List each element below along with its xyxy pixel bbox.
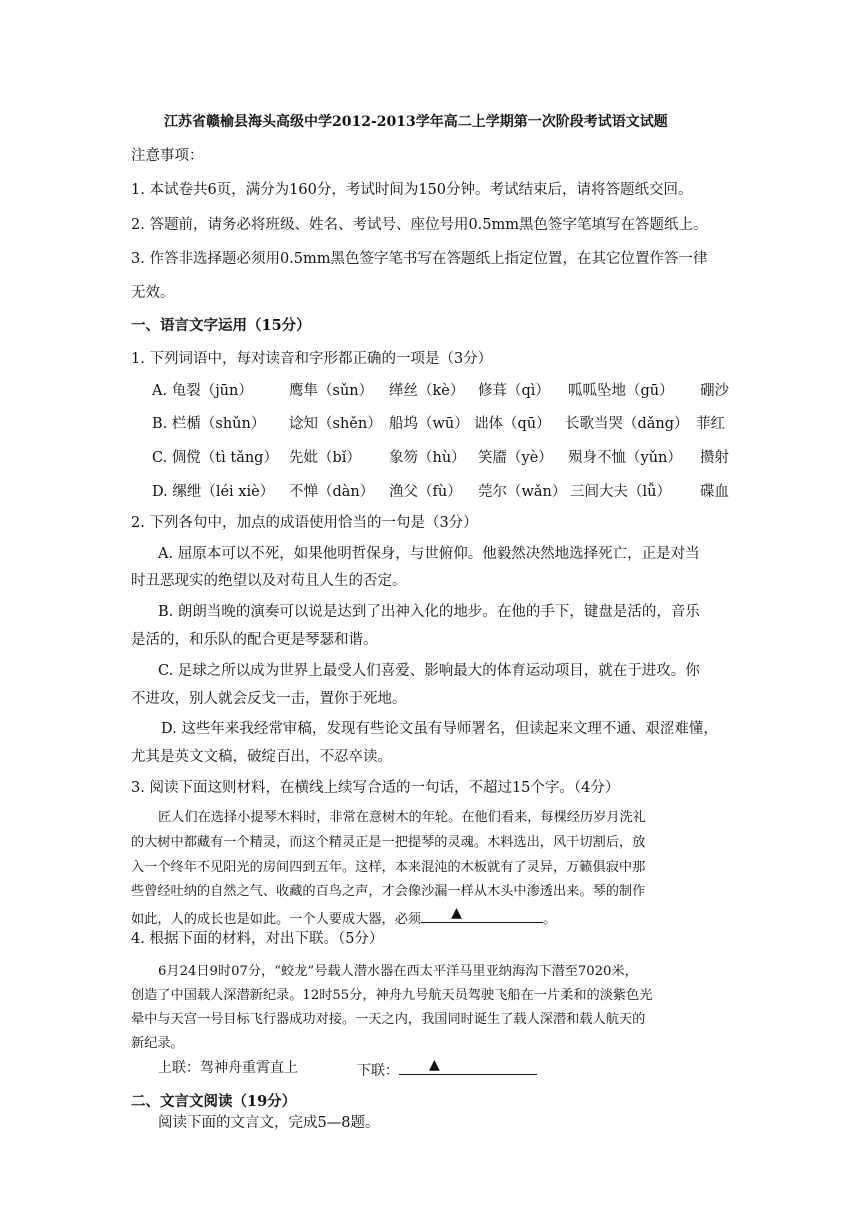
q3-stem: 3. 阅读下面这则材料，在横线上续写合适的一句话，不超过15个字。（4分） [131, 780, 620, 796]
q2-line: A. 屈原本可以不死，如果他明哲保身，与世俯仰。他毅然决然地选择死亡，正是对当 [158, 546, 700, 562]
option-cell: 渔父（fù） [389, 484, 462, 500]
notice-heading: 注意事项： [131, 148, 204, 164]
q4-line: 新纪录。 [131, 1036, 184, 1051]
q2-line: 不进攻，别人就会反戈一击，置你于死地。 [131, 691, 407, 707]
option-cell: 莞尔（wǎn） [478, 484, 567, 500]
section2-heading: 二、文言文阅读（19分） [131, 1093, 297, 1110]
option-cell: 菲红 [696, 416, 725, 432]
q3-line: 入一个终年不见阳光的房间四到五年。这样，本来混沌的木板就有了灵异，万籁俱寂中那 [131, 860, 646, 875]
option-cell: D. 缧绁（léi xiè） [152, 484, 275, 500]
q4-line: 晕中与天宫一号目标飞行器成功对接。一天之内，我国同时诞生了载人深潜和载人航天的 [131, 1012, 646, 1027]
q2-line: 时丑恶现实的绝望以及对苟且人生的否定。 [131, 573, 407, 589]
option-cell: 先妣（bǐ） [289, 450, 361, 466]
q3-line: 的大树中都藏有一个精灵，而这个精灵正是一把提琴的灵魂。木料选出，风干切割后，放 [131, 835, 646, 850]
q3-line: 些曾经吐纳的自然之气、收藏的百鸟之声，才会像沙漏一样从木头中渗透出来。琴的制作 [131, 884, 646, 899]
option-cell: 船坞（wū） [389, 416, 469, 432]
exam-title: 江苏省赣榆县海头高级中学2012-2013学年高二上学期第一次阶段考试语文试题 [164, 114, 668, 130]
q2-line: D. 这些年来我经常审稿，发现有些论文虽有导师署名，但读起来文理不通、艰涩难懂， [161, 721, 718, 737]
q2-line: C. 足球之所以成为世界上最受人们喜爱、影响最大的体育运动项目，就在于进攻。你 [158, 663, 700, 679]
option-cell: 硼沙 [700, 383, 729, 399]
q2-line: B. 朗朗当晚的演奏可以说是达到了出神入化的地步。在他的手下，键盘是活的，音乐 [158, 604, 700, 620]
couplet-lower [357, 1058, 537, 1081]
option-cell: 诎体（qū） [474, 416, 551, 432]
q2-line: 尤其是英文文稿，破绽百出，不忍卒读。 [131, 749, 392, 765]
option-cell: 殒身不恤（yǔn） [568, 450, 682, 466]
option-cell: 三闾大夫（lǚ） [570, 484, 671, 500]
answer-blank[interactable] [421, 906, 543, 923]
couplet-upper: 上联：驾神舟重霄直上 [158, 1060, 298, 1076]
notice-item: 2. 答题前，请务必将班级、姓名、考试号、座位号用0.5mm黑色签字笔填写在答题纸上。 [131, 217, 708, 233]
q3-last-line [131, 906, 556, 930]
option-cell: 谂知（shěn） [289, 416, 382, 432]
couplet-lower-label: 下联： [357, 1063, 399, 1079]
triangle-mark: ▲ [451, 905, 462, 921]
option-cell: 象笏（hù） [389, 450, 466, 466]
end-mark: 。 [543, 912, 557, 927]
option-cell: B. 栏楯（shǔn） [152, 416, 266, 432]
option-cell: 笑靥（yè） [478, 450, 553, 466]
q1-stem: 1. 下列词语中，每对读音和字形都正确的一项是（3分） [131, 351, 493, 367]
q4-line: 6月24日9时07分，“蛟龙”号载人潜水器在西太平洋马里亚纳海沟下潜至7020米， [158, 964, 638, 979]
q2-line: 是活的，和乐队的配合更是琴瑟和谐。 [131, 632, 378, 648]
notice-item: 无效。 [131, 285, 175, 301]
option-cell: 修葺（qì） [478, 383, 550, 399]
option-cell: C. 倜傥（tì tǎng） [152, 450, 278, 466]
option-cell: 呱呱坠地（gū） [568, 383, 674, 399]
section1-heading: 一、语言文字运用（15分） [131, 317, 311, 334]
notice-item: 1. 本试卷共6页，满分为160分，考试时间为150分钟。考试结束后，请将答题纸交回。 [131, 182, 693, 198]
option-cell: A. 龟裂（jūn） [152, 383, 253, 399]
q4-line: 创造了中国载人深潜新纪录。12时55分，神舟九号航天员驾驶飞船在一片柔和的淡紫色光 [131, 988, 653, 1003]
option-cell: 长歌当哭（dǎng） [565, 416, 689, 432]
option-cell: 不惮（dàn） [289, 484, 375, 500]
option-cell: 攒射 [700, 450, 729, 466]
q2-stem: 2. 下列各句中，加点的成语使用恰当的一句是（3分） [131, 515, 478, 531]
q4-stem: 4. 根据下面的材料，对出下联。（5分） [131, 931, 384, 947]
section2-intro: 阅读下面的文言文，完成5—8题。 [158, 1115, 380, 1131]
option-cell: 缂丝（kè） [389, 383, 465, 399]
q3-line: 匠人们在选择小提琴木料时，非常在意树木的年轮。在他们看来，每棵经历岁月洗礼 [158, 810, 646, 825]
option-cell: 鹰隼（sǔn） [289, 383, 374, 399]
notice-item: 3. 作答非选择题必须用0.5mm黑色签字笔书写在答题纸上指定位置，在其它位置作答一律 [131, 251, 708, 267]
q3-line: 如此，人的成长也是如此。一个人要成大器，必须 [131, 912, 422, 927]
option-cell: 碟血 [700, 484, 729, 500]
triangle-mark: ▲ [429, 1057, 440, 1073]
answer-blank[interactable] [399, 1058, 537, 1075]
